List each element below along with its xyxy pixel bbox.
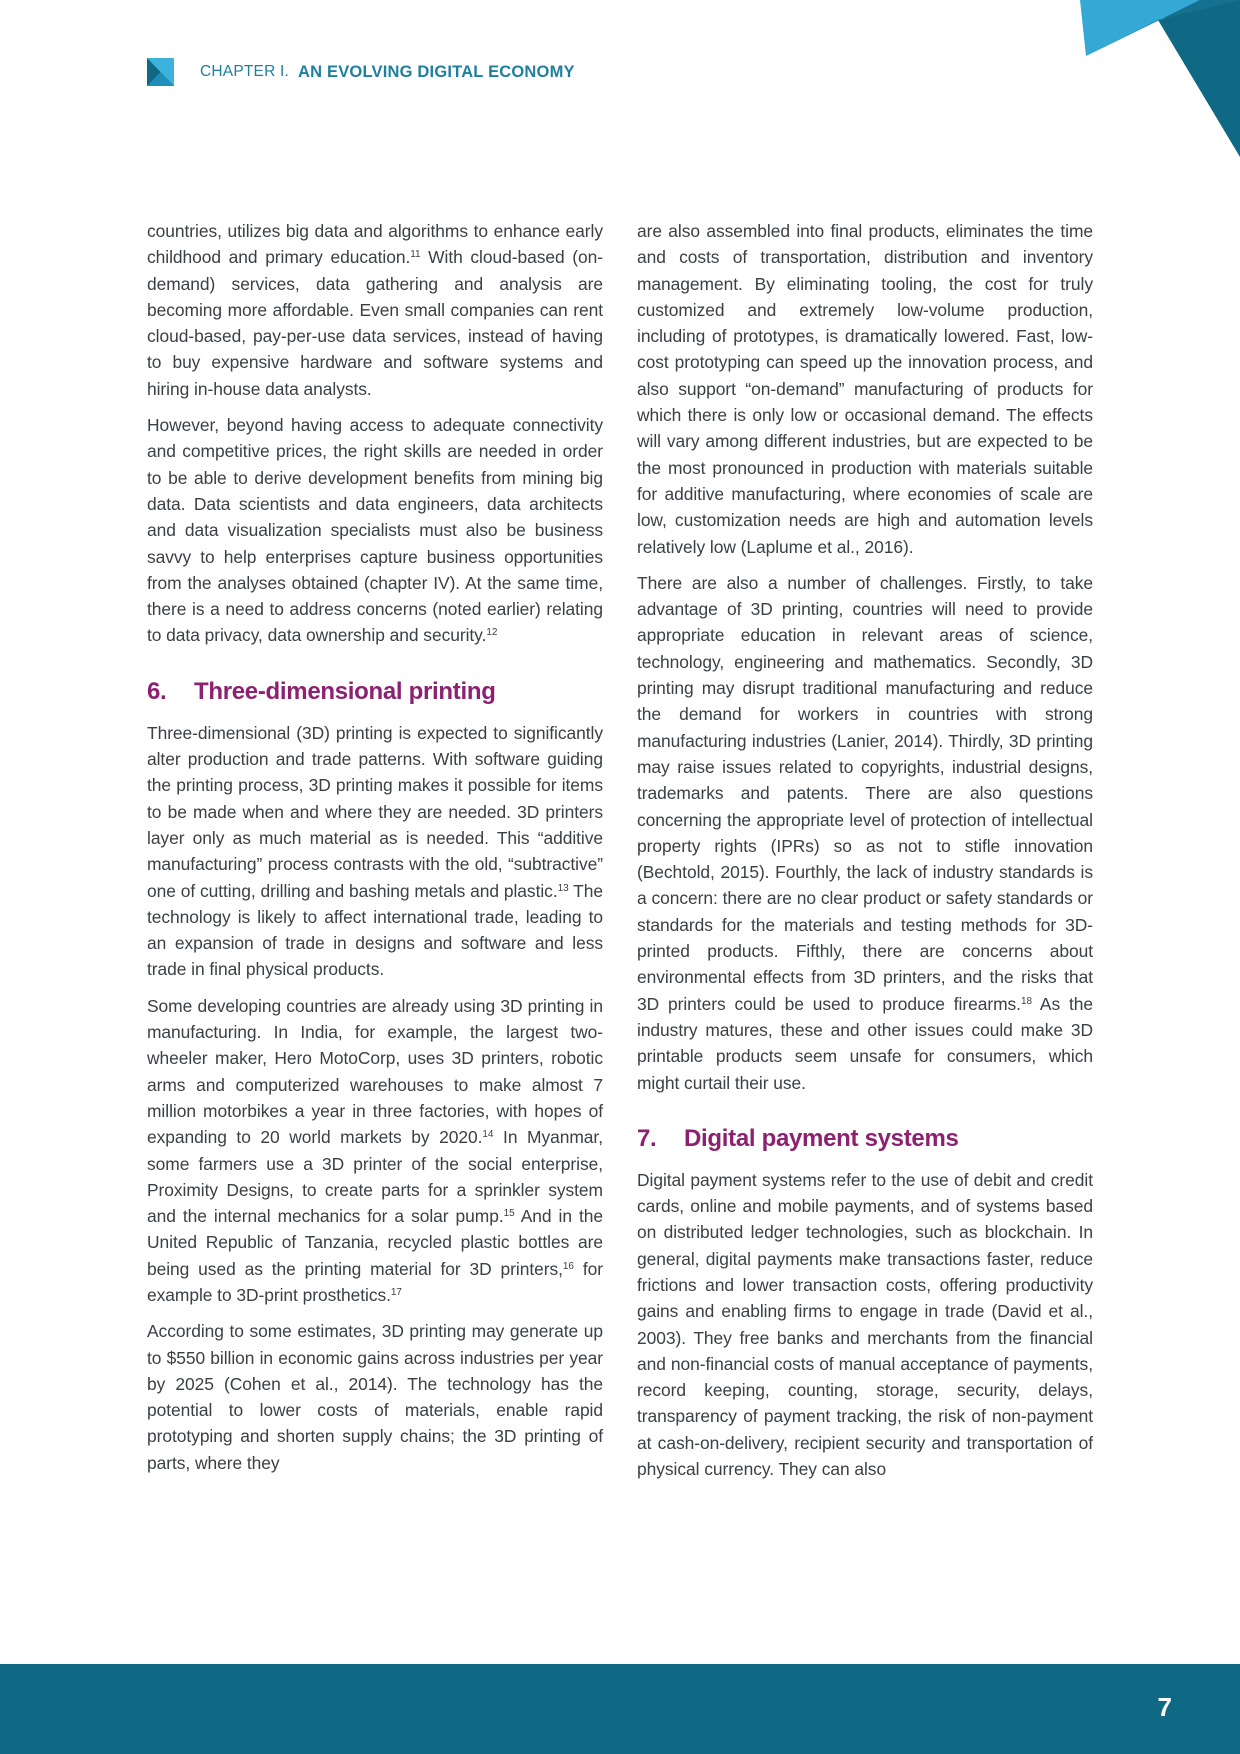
section-heading (147, 678, 603, 706)
paragraph: Some developing countries are already using 3D printing in manufacturing. In India, for example, the largest two-wheeler maker, Hero MotoCorp, uses 3D printers, robotic arms and computerized warehouses to make almost 7 million motorbikes a year in three factories, with hopes of expanding to 20 world markets by 2020.14 In Myanmar, some farmers use a 3D printer of the social enterprise, Proximity Designs, to create parts for a sprinkler system and the internal mechanics for a solar pump.$^{15}$ And in the United Republic of Tanzania, recycled plastic bottles are being used as the printing material for 3D printers,$^{16}$ for example to 3D-print prosthetics.$^{17}$ (147, 995, 604, 1305)
left-column (147, 218, 603, 1486)
chapter-square-icon (147, 58, 174, 86)
footnote-ref[interactable]: 14 (482, 1129, 494, 1141)
footnote-ref[interactable]: 11 (410, 249, 421, 261)
footnote-ref[interactable]: 13 (557, 882, 569, 894)
section-title: Three-dimensional printing (194, 677, 496, 705)
paragraph: According to some estimates, 3D printing may generate up to $550 billion in economic gains across industries per year by 2025 (Cohen et al., 2014). The technology has the potential to lower costs of materials, enable rapid prototyping and shorten supply chains; the 3D printing of parts, where they (147, 1321, 603, 1473)
paragraph: Three-dimensional (3D) printing is expected to significantly alter production and trade patterns. With software guiding the printing process, 3D printing makes it possible for items to be made when and where they are needed. 3D printers layer only as much material as is needed. This “additive manufacturing” process contrasts with the old, “subtractive” one of cutting, drilling and bashing metals and plastic.$^{13}$ The technology is likely to affect international trade, leading to an expansion of trade in designs and software and less trade in final physical products. (147, 722, 603, 980)
footnote-ref[interactable]: 12 (486, 627, 498, 639)
paragraph: countries, utilizes big data and algorithms to enhance early childhood and primary education.$^{11}$ With cloud-based (on-demand) services, data gathering and analysis are becoming more affordable. Even small companies can rent cloud-based, pay-per-use data services, instead of having to buy expensive hardware and software systems and hiring in-house data analysts. (147, 221, 603, 399)
page-footer (0, 1664, 1240, 1754)
section-title: Digital payment systems (684, 1124, 959, 1152)
paragraph: Digital payment systems refer to the use of debit and credit cards, online and mobile payments, and of systems based on distributed ledger technologies, such as blockchain. In general, digital payments make transactions faster, reduce frictions and lower transaction costs, offering productivity gains and enabling firms to engage in trade (David et al., 2003). They free banks and merchants from the financial and non-financial costs of manual acceptance of payments, record keeping, counting, storage, security, delays, transparency of payment tracking, the risk of non-payment at cash-on-delivery, recipient security and transportation of physical currency. They can also (637, 1169, 1093, 1480)
section-number: 6. (147, 677, 167, 705)
chapter-label: CHAPTER I. (200, 63, 289, 80)
section-number: 7. (637, 1124, 657, 1152)
paragraph: There are also a number of challenges. Firstly, to take advantage of 3D printing, countries will need to provide appropriate education in relevant areas of science, technology, engineering and mathematics. Secondly, 3D printing may disrupt traditional manufacturing and reduce the demand for workers in countries with strong manufacturing industries (Lanier, 2014). Thirdly, 3D printing may raise issues related to copyrights, industrial designs, trademarks and patents. There are also questions concerning the appropriate level of protection of intellectual property rights (IPRs) so as not to stifle innovation (Bechtold, 2015). Fourthly, the lack of industry standards is a concern: there are no clear product or safety standards or standards for the materials and testing methods for 3D-printed products. Fifthly, there are concerns about environmental effects from 3D printers, and the risks that 3D printers could be used to produce firearms.$^{18}$ As the industry matures, these and other issues could make 3D printable products seem unsafe for consumers, which might curtail their use. (637, 572, 1093, 1093)
section-heading (637, 1125, 1093, 1153)
paragraph: are also assembled into final products, eliminates the time and costs of transportation, distribution and inventory management. By eliminating tooling, the cost for truly customized and extremely low-volume production, including of prototypes, is dramatically lowered. Fast, low-cost prototyping can speed up the innovation process, and also support “on-demand” manufacturing of products for which there is only low or occasional demand. The effects will vary among different industries, but are expected to be the most pronounced in production with materials suitable for additive manufacturing, where economies of scale are low, customization needs are high and automation levels relatively low (Laplume et al., 2016). (637, 221, 1093, 557)
footnote-ref[interactable]: 16 (562, 1260, 574, 1272)
corner-triangles-decoration (1040, 0, 1240, 160)
footnote-ref[interactable]: 18 (1020, 995, 1032, 1007)
running-header (147, 56, 575, 88)
chapter-title: AN EVOLVING DIGITAL ECONOMY (297, 62, 575, 81)
footnote-ref[interactable]: 17 (390, 1286, 402, 1298)
footnote-ref[interactable]: 15 (503, 1208, 515, 1220)
paragraph: However, beyond having access to adequate connectivity and competitive prices, the right skills are needed in order to be able to derive development benefits from mining big data. Data scientists and data engineers, data architects and data visualization specialists must also be business savvy to help enterprises capture business opportunities from the analyses obtained (chapter IV). At the same time, there is a need to address concerns (noted earlier) relating to data privacy, data ownership and security.$^{12}$ (147, 415, 603, 646)
page-number: 7 (1157, 1692, 1172, 1722)
right-column (637, 218, 1093, 1492)
